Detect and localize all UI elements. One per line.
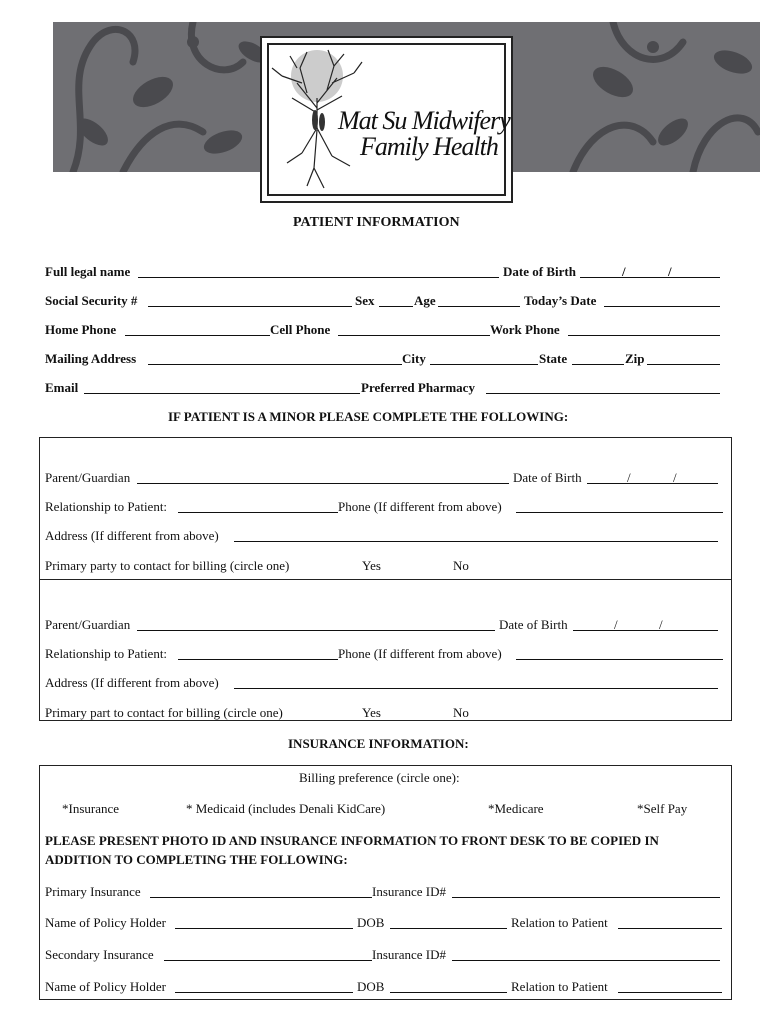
- guardian1-relationship-field[interactable]: [178, 512, 338, 513]
- guardian2-address-field[interactable]: [234, 688, 718, 689]
- policy-holder2-label: Name of Policy Holder: [45, 979, 166, 994]
- relation-to-patient2-field[interactable]: [618, 992, 722, 993]
- guardian2-field[interactable]: [137, 630, 495, 631]
- guardian2-relationship-label: Relationship to Patient:: [45, 646, 168, 661]
- guardian1-label: Parent/Guardian: [45, 470, 131, 485]
- mailing-address-label: Mailing Address: [45, 351, 137, 366]
- primary-insurance-field[interactable]: [150, 897, 372, 898]
- zip-label: Zip: [625, 351, 645, 366]
- home-phone-label: Home Phone: [45, 322, 117, 337]
- guardian2-phone-label: Phone (If different from above): [338, 646, 502, 661]
- zip-field[interactable]: [647, 364, 720, 365]
- relation-to-patient-field[interactable]: [618, 928, 722, 929]
- sex-field[interactable]: [379, 306, 413, 307]
- mailing-address-field[interactable]: [148, 364, 402, 365]
- page-title: PATIENT INFORMATION: [293, 215, 460, 230]
- guardian1-phone-field[interactable]: [516, 512, 723, 513]
- guardian1-dob-label: Date of Birth: [513, 470, 582, 485]
- relation-to-patient2-label: Relation to Patient: [511, 979, 608, 994]
- guardian2-dob-label: Date of Birth: [499, 617, 568, 632]
- email-field[interactable]: [84, 393, 360, 394]
- secondary-insurance-id-field[interactable]: [452, 960, 720, 961]
- city-label: City: [402, 351, 426, 366]
- guardian2-phone-field[interactable]: [516, 659, 723, 660]
- policy-holder2-field[interactable]: [175, 992, 353, 993]
- todays-date-field[interactable]: [604, 306, 720, 307]
- guardian2-dob-field[interactable]: [573, 630, 718, 631]
- age-field[interactable]: [438, 306, 520, 307]
- logo-text-line2: Family Health: [360, 132, 498, 161]
- guardian2-no-option[interactable]: No: [453, 705, 469, 720]
- primary-insurance-label: Primary Insurance: [45, 884, 141, 899]
- primary-insurance-id-field[interactable]: [452, 897, 720, 898]
- guardian1-dob-field[interactable]: [587, 483, 718, 484]
- state-label: State: [539, 351, 568, 366]
- logo-text-line1: Mat Su Midwifery: [338, 106, 510, 135]
- cell-phone-field[interactable]: [338, 335, 490, 336]
- policy-holder2-dob-label: DOB: [357, 979, 385, 994]
- logo: [260, 36, 513, 203]
- home-phone-field[interactable]: [125, 335, 270, 336]
- policy-holder-dob-field[interactable]: [390, 928, 507, 929]
- billing-option-medicare[interactable]: *Medicare: [488, 801, 544, 816]
- relation-to-patient-label: Relation to Patient: [511, 915, 608, 930]
- ssn-label: Social Security #: [45, 293, 138, 308]
- billing-option-self-pay[interactable]: *Self Pay: [637, 801, 688, 816]
- policy-holder-field[interactable]: [175, 928, 353, 929]
- billing-option-medicaid[interactable]: * Medicaid (includes Denali KidCare): [186, 801, 386, 816]
- state-field[interactable]: [572, 364, 624, 365]
- insurance-box: [39, 765, 732, 1000]
- email-label: Email: [45, 380, 79, 395]
- secondary-insurance-label: Secondary Insurance: [45, 947, 154, 962]
- guardian1-yes-option[interactable]: Yes: [362, 558, 381, 573]
- guardian1-address-field[interactable]: [234, 541, 718, 542]
- patient-dob-label: Date of Birth: [503, 264, 576, 279]
- guardian1-no-option[interactable]: No: [453, 558, 469, 573]
- policy-holder-label: Name of Policy Holder: [45, 915, 166, 930]
- secondary-insurance-field[interactable]: [164, 960, 372, 961]
- policy-holder2-dob-field[interactable]: [390, 992, 507, 993]
- guardian1-relationship-label: Relationship to Patient:: [45, 499, 168, 514]
- todays-date-label: Today’s Date: [524, 293, 597, 308]
- age-label: Age: [414, 293, 436, 308]
- billing-preference-label: Billing preference (circle one):: [299, 770, 460, 785]
- work-phone-label: Work Phone: [490, 322, 560, 337]
- full-legal-name-label: Full legal name: [45, 264, 131, 279]
- insurance-notice-line2: ADDITION TO COMPLETING THE FOLLOWING:: [45, 852, 348, 867]
- guardian1-field[interactable]: [137, 483, 509, 484]
- sex-label: Sex: [355, 293, 375, 308]
- city-field[interactable]: [430, 364, 538, 365]
- insurance-heading: INSURANCE INFORMATION:: [288, 736, 469, 751]
- guardian2-yes-option[interactable]: Yes: [362, 705, 381, 720]
- preferred-pharmacy-field[interactable]: [486, 393, 720, 394]
- ssn-field[interactable]: [148, 306, 352, 307]
- patient-dob-field[interactable]: [580, 277, 720, 278]
- policy-holder-dob-label: DOB: [357, 915, 385, 930]
- guardian1-billing-label: Primary party to contact for billing (circle one): [45, 558, 290, 573]
- guardian1-phone-label: Phone (If different from above): [338, 499, 502, 514]
- guardian2-label: Parent/Guardian: [45, 617, 131, 632]
- guardian2-relationship-field[interactable]: [178, 659, 338, 660]
- secondary-insurance-id-label: Insurance ID#: [372, 947, 446, 962]
- minor-heading: IF PATIENT IS A MINOR PLEASE COMPLETE THE FOLLOWING:: [168, 409, 569, 424]
- work-phone-field[interactable]: [568, 335, 720, 336]
- guardian2-billing-label: Primary part to contact for billing (circle one): [45, 705, 283, 720]
- insurance-notice-line1: PLEASE PRESENT PHOTO ID AND INSURANCE INFORMATION TO FRONT DESK TO BE COPIED IN: [45, 833, 659, 848]
- cell-phone-label: Cell Phone: [270, 322, 331, 337]
- billing-option-insurance[interactable]: *Insurance: [62, 801, 120, 816]
- full-legal-name-field[interactable]: [138, 277, 499, 278]
- guardian-separator: [39, 579, 732, 580]
- guardian1-address-label: Address (If different from above): [45, 528, 219, 543]
- preferred-pharmacy-label: Preferred Pharmacy: [361, 380, 475, 395]
- guardian2-address-label: Address (If different from above): [45, 675, 219, 690]
- primary-insurance-id-label: Insurance ID#: [372, 884, 446, 899]
